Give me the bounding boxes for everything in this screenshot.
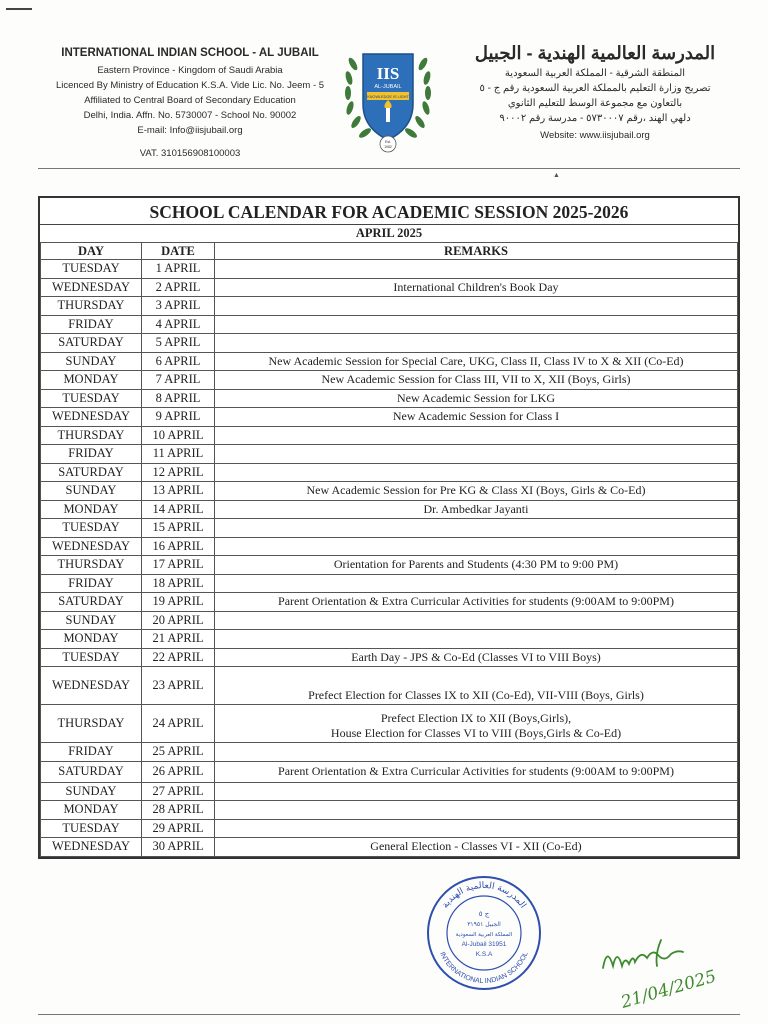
stamp-line: Al-Jubail 31951 — [461, 941, 507, 948]
signature — [595, 928, 735, 1018]
cell-remarks: New Academic Session for Class I — [215, 408, 738, 427]
vat-number: VAT. 310156908100003 — [139, 148, 241, 159]
table-row — [41, 537, 738, 556]
scan-speck: ▲ — [553, 172, 560, 179]
cell-date: 26 APRIL — [142, 761, 215, 782]
cell-remarks — [215, 819, 738, 838]
cell-date: 20 APRIL — [142, 611, 215, 630]
cell-remarks: Dr. Ambedkar Jayanti — [215, 500, 738, 519]
cell-day: TUESDAY — [41, 389, 142, 408]
cell-day: TUESDAY — [41, 519, 142, 538]
school-logo — [343, 42, 433, 154]
logo-motto: KNOWLEDGE IS LIGHT — [367, 95, 409, 99]
cell-remarks — [215, 537, 738, 556]
table-row — [41, 611, 738, 630]
table-row — [41, 408, 738, 427]
cell-remarks — [215, 334, 738, 353]
logo-initials: IIS — [376, 64, 400, 83]
table-row — [41, 819, 738, 838]
cell-date: 15 APRIL — [142, 519, 215, 538]
cell-day: WEDNESDAY — [41, 838, 142, 857]
table-row — [41, 463, 738, 482]
school-calendar — [38, 196, 740, 859]
cell-day: MONDAY — [41, 630, 142, 649]
table-row — [41, 630, 738, 649]
address-ar-line: المنطقة الشرقية - المملكة العربية السعودية — [504, 68, 686, 79]
cell-date: 11 APRIL — [142, 445, 215, 464]
header-english — [40, 46, 340, 161]
website-line[interactable]: Website: www.iisjubail.org — [540, 130, 650, 141]
footer-divider — [38, 1014, 740, 1015]
cell-date: 7 APRIL — [142, 371, 215, 390]
stamp-line: المملكة العربية السعودية — [455, 932, 513, 938]
cell-remarks: Parent Orientation & Extra Curricular Activities for students (9:00AM to 9:00PM) — [215, 593, 738, 612]
cell-day: MONDAY — [41, 801, 142, 820]
est-label: Est. — [384, 140, 392, 144]
table-row — [41, 667, 738, 705]
school-name-en: INTERNATIONAL INDIAN SCHOOL - AL JUBAIL — [61, 47, 319, 59]
calendar-table — [40, 242, 738, 857]
table-row — [41, 801, 738, 820]
cell-remarks — [215, 630, 738, 649]
table-row — [41, 743, 738, 762]
cell-date: 24 APRIL — [142, 705, 215, 743]
header-arabic — [455, 40, 735, 143]
cell-day: THURSDAY — [41, 297, 142, 316]
table-row — [41, 315, 738, 334]
cell-day: THURSDAY — [41, 705, 142, 743]
address-line: Eastern Province - Kingdom of Saudi Arabia — [97, 65, 283, 76]
cell-remarks — [215, 463, 738, 482]
table-row — [41, 838, 738, 857]
remark-line: House Election for Classes VI to VIII (Boys,Girls & Co-Ed) — [330, 726, 622, 740]
cell-remarks: Earth Day - JPS & Co-Ed (Classes VI to VIII Boys) — [215, 648, 738, 667]
cell-day: THURSDAY — [41, 556, 142, 575]
cell-day: SATURDAY — [41, 334, 142, 353]
cell-date: 5 APRIL — [142, 334, 215, 353]
cell-day: TUESDAY — [41, 648, 142, 667]
cell-date: 27 APRIL — [142, 782, 215, 801]
table-row — [41, 445, 738, 464]
cell-remarks: General Election - Classes VI - XII (Co-Ed) — [215, 838, 738, 857]
stamp-line: K.S.A — [475, 951, 493, 958]
stamp-line: ج ٥ — [478, 910, 490, 918]
table-row — [41, 705, 738, 743]
cell-remarks: Prefect Election for Classes IX to XII (Co-Ed), VII-VIII (Boys, Girls) — [215, 667, 738, 705]
cell-day: FRIDAY — [41, 743, 142, 762]
address-line: Licenced By Ministry of Education K.S.A. Vide Lic. No. Jeem - 5 — [55, 80, 325, 91]
stamp-ring-en: INTERNATIONAL INDIAN SCHOOL — [438, 951, 530, 986]
stamp-line: الجبيل ٣١٩٥١ — [467, 921, 501, 928]
cell-day: SUNDAY — [41, 782, 142, 801]
cell-date: 8 APRIL — [142, 389, 215, 408]
cell-date: 14 APRIL — [142, 500, 215, 519]
email-line[interactable]: E-mail: Info@iisjubail.org — [137, 125, 243, 136]
cell-date: 21 APRIL — [142, 630, 215, 649]
table-row — [41, 500, 738, 519]
address-line: Delhi, India. Affn. No. 5730007 - School No. 90002 — [83, 110, 297, 121]
cell-remarks — [215, 260, 738, 279]
cell-date: 22 APRIL — [142, 648, 215, 667]
cell-date: 4 APRIL — [142, 315, 215, 334]
table-row — [41, 782, 738, 801]
calendar-body — [41, 260, 738, 857]
cell-day: SATURDAY — [41, 463, 142, 482]
school-name-ar: المدرسة العالمية الهندية - الجبيل — [474, 43, 716, 63]
cell-remarks: New Academic Session for Special Care, UKG, Class II, Class IV to X & XII (Co-Ed) — [215, 352, 738, 371]
header-date: DATE — [142, 243, 215, 260]
cell-remarks — [215, 445, 738, 464]
scan-mark — [6, 8, 32, 10]
cell-date: 6 APRIL — [142, 352, 215, 371]
table-row — [41, 260, 738, 279]
cell-date: 19 APRIL — [142, 593, 215, 612]
logo-place: AL-JUBAIL — [374, 84, 402, 90]
table-row — [41, 648, 738, 667]
cell-remarks: New Academic Session for LKG — [215, 389, 738, 408]
cell-day: MONDAY — [41, 500, 142, 519]
cell-day: SATURDAY — [41, 593, 142, 612]
header-remarks: REMARKS — [215, 243, 738, 260]
table-row — [41, 574, 738, 593]
cell-remarks — [215, 705, 738, 743]
cell-date: 29 APRIL — [142, 819, 215, 838]
cell-date: 1 APRIL — [142, 260, 215, 279]
cell-day: TUESDAY — [41, 819, 142, 838]
table-row — [41, 334, 738, 353]
cell-remarks: Orientation for Parents and Students (4:30 PM to 9:00 PM) — [215, 556, 738, 575]
cell-day: SUNDAY — [41, 482, 142, 501]
table-row — [41, 371, 738, 390]
cell-date: 23 APRIL — [142, 667, 215, 705]
address-ar-line: دلهي الهند ،رقم ٥٧٣٠٠٠٧ - مدرسة رقم ٩٠٠٠٢ — [499, 113, 691, 124]
cell-day: MONDAY — [41, 371, 142, 390]
table-row — [41, 482, 738, 501]
cell-remarks — [215, 574, 738, 593]
table-row — [41, 426, 738, 445]
header-day: DAY — [41, 243, 142, 260]
signature-date: 21/04/2025 — [618, 966, 719, 1013]
cell-remarks: New Academic Session for Pre KG & Class XI (Boys, Girls & Co-Ed) — [215, 482, 738, 501]
cell-day: FRIDAY — [41, 315, 142, 334]
est-year: 1982 — [384, 145, 392, 149]
cell-remarks — [215, 426, 738, 445]
address-line: Affiliated to Central Board of Secondary Education — [84, 95, 296, 106]
cell-day: WEDNESDAY — [41, 408, 142, 427]
cell-day: SUNDAY — [41, 611, 142, 630]
table-row — [41, 761, 738, 782]
remark-line: Prefect Election IX to XII (Boys,Girls), — [380, 711, 572, 725]
cell-date: 3 APRIL — [142, 297, 215, 316]
calendar-month: APRIL 2025 — [355, 226, 423, 240]
cell-date: 17 APRIL — [142, 556, 215, 575]
cell-date: 18 APRIL — [142, 574, 215, 593]
table-row — [41, 278, 738, 297]
table-row — [41, 297, 738, 316]
calendar-title: SCHOOL CALENDAR FOR ACADEMIC SESSION 2025-2026 — [40, 198, 738, 225]
table-row — [41, 389, 738, 408]
cell-remarks — [215, 743, 738, 762]
stamp-ring-ar: المدرسة العالمية الهندية — [440, 880, 528, 911]
header-divider — [38, 168, 740, 169]
cell-day: FRIDAY — [41, 574, 142, 593]
cell-remarks — [215, 315, 738, 334]
cell-date: 12 APRIL — [142, 463, 215, 482]
cell-day: WEDNESDAY — [41, 667, 142, 705]
cell-day: SATURDAY — [41, 761, 142, 782]
cell-day: THURSDAY — [41, 426, 142, 445]
school-stamp — [425, 874, 543, 992]
signature-scribble — [603, 940, 683, 968]
cell-remarks: New Academic Session for Class III, VII to X, XII (Boys, Girls) — [215, 371, 738, 390]
table-row — [41, 593, 738, 612]
cell-remarks — [215, 297, 738, 316]
cell-day: WEDNESDAY — [41, 278, 142, 297]
cell-date: 13 APRIL — [142, 482, 215, 501]
est-badge — [380, 136, 396, 152]
cell-remarks — [215, 801, 738, 820]
cell-remarks — [215, 611, 738, 630]
address-ar-line: تصريح وزارة التعليم بالمملكة العربية السعودية رقم ج - ٥ — [479, 83, 711, 94]
cell-date: 28 APRIL — [142, 801, 215, 820]
cell-date: 25 APRIL — [142, 743, 215, 762]
cell-date: 16 APRIL — [142, 537, 215, 556]
cell-remarks: Parent Orientation & Extra Curricular Activities for students (9:00AM to 9:00PM) — [215, 761, 738, 782]
table-row — [41, 519, 738, 538]
cell-remarks — [215, 519, 738, 538]
table-row — [41, 352, 738, 371]
cell-date: 2 APRIL — [142, 278, 215, 297]
cell-remarks: International Children's Book Day — [215, 278, 738, 297]
cell-day: TUESDAY — [41, 260, 142, 279]
address-ar-line: بالتعاون مع مجموعة الوسط للتعليم الثانوي — [507, 98, 683, 109]
table-header-row — [41, 243, 738, 260]
cell-date: 9 APRIL — [142, 408, 215, 427]
cell-date: 30 APRIL — [142, 838, 215, 857]
cell-day: FRIDAY — [41, 445, 142, 464]
cell-day: WEDNESDAY — [41, 537, 142, 556]
cell-remarks — [215, 782, 738, 801]
cell-date: 10 APRIL — [142, 426, 215, 445]
table-row — [41, 556, 738, 575]
cell-day: SUNDAY — [41, 352, 142, 371]
